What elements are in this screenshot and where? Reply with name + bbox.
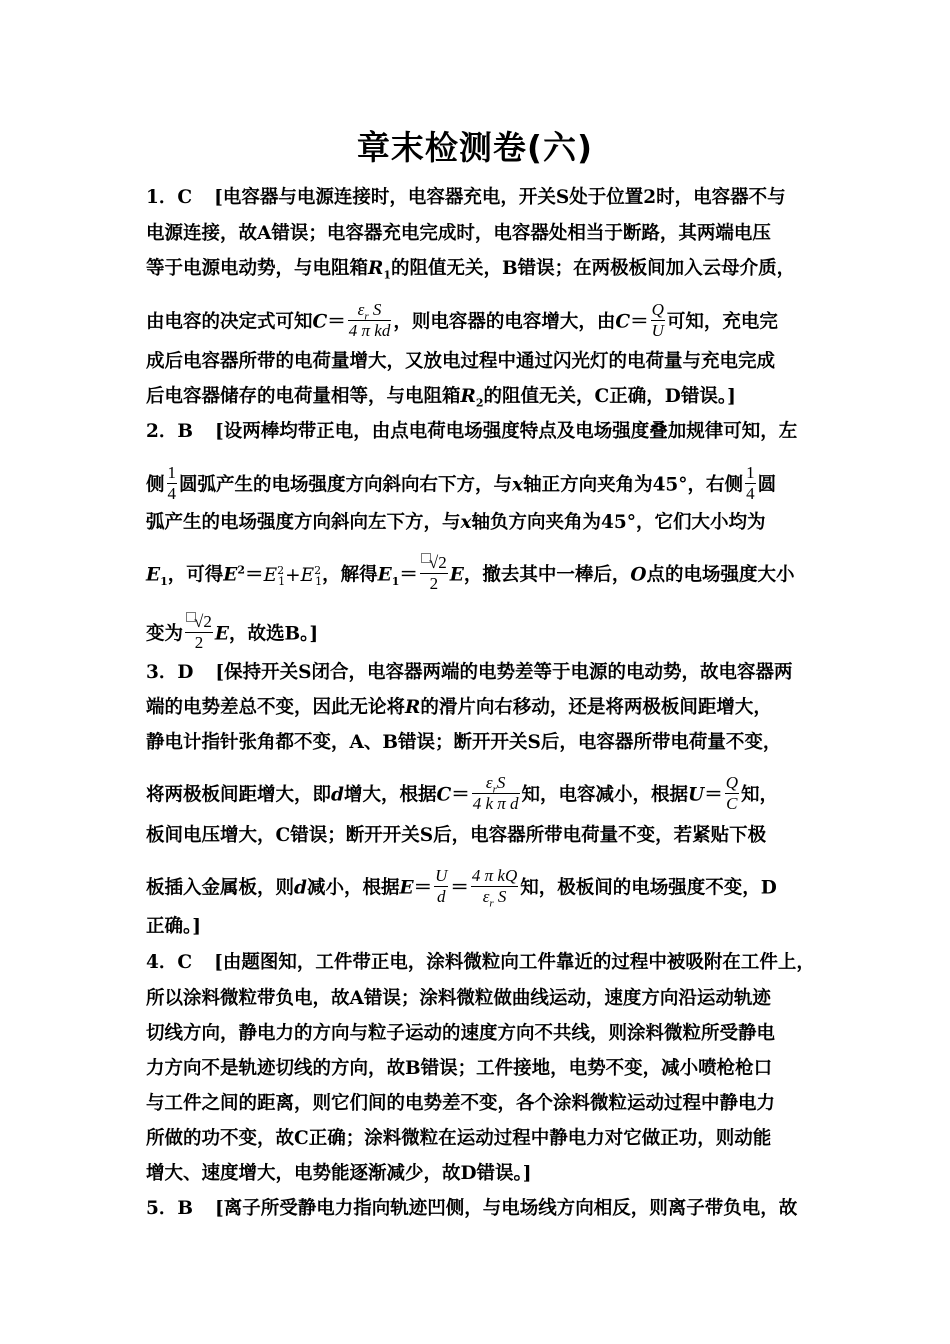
text-line: 所以涂料微粒带负电，故A错误；涂料微粒做曲线运动，速度方向沿运动轨迹 — [146, 988, 771, 1009]
text-line: 力方向不是轨迹切线的方向，故B错误；工件接地，电势不变，减小喷枪枪口 — [146, 1058, 773, 1079]
text-line: 3．D [保持开关S闭合，电容器两端的电势差等于电源的电动势，故电容器两 — [146, 662, 793, 683]
fraction: $\frac{Q}{C}$ — [725, 773, 738, 813]
text-line: 增大、速度增大，电势能逐渐减少，故D错误。] — [146, 1163, 532, 1184]
text-line: 电源连接，故A错误；电容器充电完成时，电容器处相当于断路，其两端电压 — [146, 223, 771, 244]
text-line: 切线方向，静电力的方向与粒子运动的速度方向不共线，则涂料微粒所受静电 — [146, 1023, 776, 1044]
text-line: 4．C [由题图知，工件带正电，涂料微粒向工件靠近的过程中被吸附在工件上， — [146, 952, 815, 973]
text-line: 5．B [离子所受静电力指向轨迹凹侧，与电场线方向相反，则离子带负电，故 — [146, 1198, 798, 1219]
text-line: 由电容的决定式可知C＝ $\frac{\varepsilon_r S}{\text{4 π kd}}$ ，则电容器的电容增大，由C＝ $\frac{Q}{U}$ 可知，充电完 — [146, 300, 778, 340]
text-line: 变为 $\frac{√2}{2}$ E，故选B。] — [146, 612, 319, 652]
text-line: 板间电压增大，C错误；断开开关S后，电容器所带电荷量不变，若紧贴下极 — [146, 825, 767, 846]
text-line: 与工件之间的距离，则它们间的电势差不变，各个涂料微粒运动过程中静电力 — [146, 1093, 776, 1114]
text-line: 等于电源电动势，与电阻箱$R_1$的阻值无关，B错误；在两极板间加入云母介质， — [146, 258, 796, 282]
fraction: $\frac{\text{4 π kQ}}{\varepsilon_r S}$ — [471, 866, 518, 910]
text-line: $E_1$，可得$E^2=E^2_1+E^2_1$，解得$E_1=$ $\frac{√2}{2}$ E，撤去其中一棒后，O点的电场强度大小 — [146, 553, 795, 593]
fraction: $\frac{1}{4}$ — [167, 463, 177, 503]
fraction: $\frac{√2}{2}$ — [420, 553, 448, 594]
text-line: 1．C [电容器与电源连接时，电容器充电，开关S处于位置2时，电容器不与 — [146, 187, 786, 208]
text-line: 后电容器储存的电荷量相等，与电阻箱$R_2$的阻值无关，C正确，D错误。] — [146, 386, 736, 410]
text-line: 端的电势差总不变，因此无论将R的滑片向右移动，还是将两极板间距增大， — [146, 697, 772, 718]
fraction: $\frac{\varepsilon_rS}{\text{4 k π d}}$ — [472, 773, 519, 813]
text-line: 静电计指针张角都不变，A、B错误；断开开关S后，电容器所带电荷量不变， — [146, 732, 782, 753]
text-line: 弧产生的电场强度方向斜向左下方，与x轴负方向夹角为45°，它们大小均为 — [146, 512, 766, 533]
text-line: 将两极板间距增大，即d增大，根据C＝ $\frac{\varepsilon_rS}{\text{4 k π d}}$ 知，电容减小，根据U＝ $\frac{Q}{C}$ 知， — [146, 773, 778, 813]
text-line: 2．B [设两棒均带正电，由点电荷电场强度特点及电场强度叠加规律可知，左 — [146, 421, 798, 442]
text-line: 板插入金属板，则d减小，根据E＝ $\frac{U}{d}$ ＝ $\frac{\text{4 π kQ}}{\varepsilon_r S}$ 知，极板间的电场强度不变，D — [146, 866, 777, 910]
fraction: $\frac{U}{d}$ — [435, 866, 448, 906]
text-line: 侧 $\frac{1}{4}$ 圆弧产生的电场强度方向斜向右下方，与x轴正方向夹角为45°，右侧 $\frac{1}{4}$ 圆 — [146, 463, 777, 503]
fraction: $\frac{√2}{2}$ — [185, 612, 213, 653]
text-line: 所做的功不变，故C正确；涂料微粒在运动过程中静电力对它做正功，则动能 — [146, 1128, 772, 1149]
fraction: $\frac{\varepsilon_r S}{\text{4 π kd}}$ — [348, 300, 391, 340]
page-title: 章末检测卷(六) — [356, 128, 594, 167]
text-line: 正确。] — [146, 916, 202, 937]
fraction: $\frac{1}{4}$ — [746, 463, 755, 503]
fraction: $\frac{Q}{U}$ — [651, 300, 664, 340]
text-line: 成后电容器所带的电荷量增大，又放电过程中通过闪光灯的电荷量与充电完成 — [146, 351, 776, 372]
